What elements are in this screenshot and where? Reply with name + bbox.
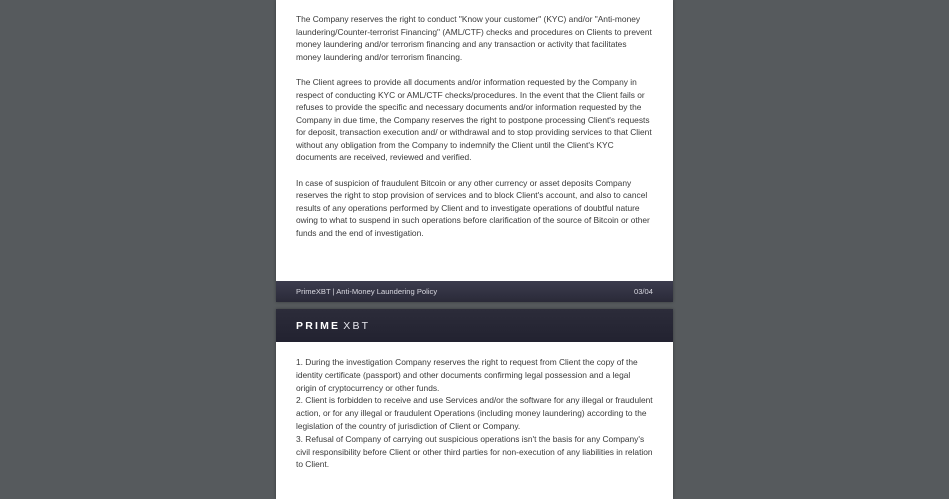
page-header (276, 309, 673, 342)
list-item: 3. Refusal of Company of carrying out suspicious operations isn't the basis for any Company's civil responsibility before Client or other third parties for non-execution of any liabilities in relation to Client. (296, 433, 653, 470)
primexbt-logo (296, 320, 370, 332)
list-item: 2. Client is forbidden to receive and use Services and/or the software for any illegal or fraudulent action, or for any illegal or fraudulent Operations (including money laundering) according to the legislation of the country of jurisdiction of Client or Company. (296, 395, 653, 431)
document-page-3 (276, 0, 673, 302)
logo-prime-text: PRIME (296, 320, 341, 332)
document-page-4 (276, 309, 673, 499)
page-body (296, 13, 653, 252)
kyc-paragraph: The Company reserves the right to conduct "Know your customer" (KYC) and/or "Anti-money laundering/Counter-terrorist Financing" (AML/CTF) checks and procedures on Clients to prevent money laundering and/or terrorism financing and any transaction or activity that facilitates money laundering and/or terrorism financing. (296, 14, 652, 62)
numbered-list (296, 356, 653, 471)
fraud-paragraph: In case of suspicion of fraudulent Bitcoin or any other currency or asset deposits Company reserves the right to stop provision of services and to block Client's account, and also to cancel results of any operations performed by Client and to investigate operations of doubtful nature owing to what to suspend in such operations before clarification of the source of Bitcoin or other funds and the end of investigation. (296, 177, 650, 238)
logo-xbt-text: XBT (343, 320, 371, 332)
footer-title: PrimeXBT | Anti-Money Laundering Policy (296, 287, 438, 296)
page-footer (276, 281, 673, 302)
page-number: 03/04 (633, 287, 653, 296)
list-item: 1. During the investigation Company reserves the right to request from Client the copy of the identity certificate (passport) and other documents confirming legal possession and a legal origin of cryptocurrency or other funds. (296, 357, 638, 393)
documents-paragraph: The Client agrees to provide all documents and/or information requested by the Company in respect of conducting KYC or AML/CTF checks/procedures. In the event that the Client fails or refuses to provide the specific and necessary documents and/or information requested by the Company in due time, the Company reserves the right to postpone processing Client's requests for deposit, transaction execution and/ or withdrawal and to stop providing services to that Client without any obligation from the Company to indemnify the Client until the Client's KYC documents are received, reviewed and verified. (296, 77, 652, 162)
